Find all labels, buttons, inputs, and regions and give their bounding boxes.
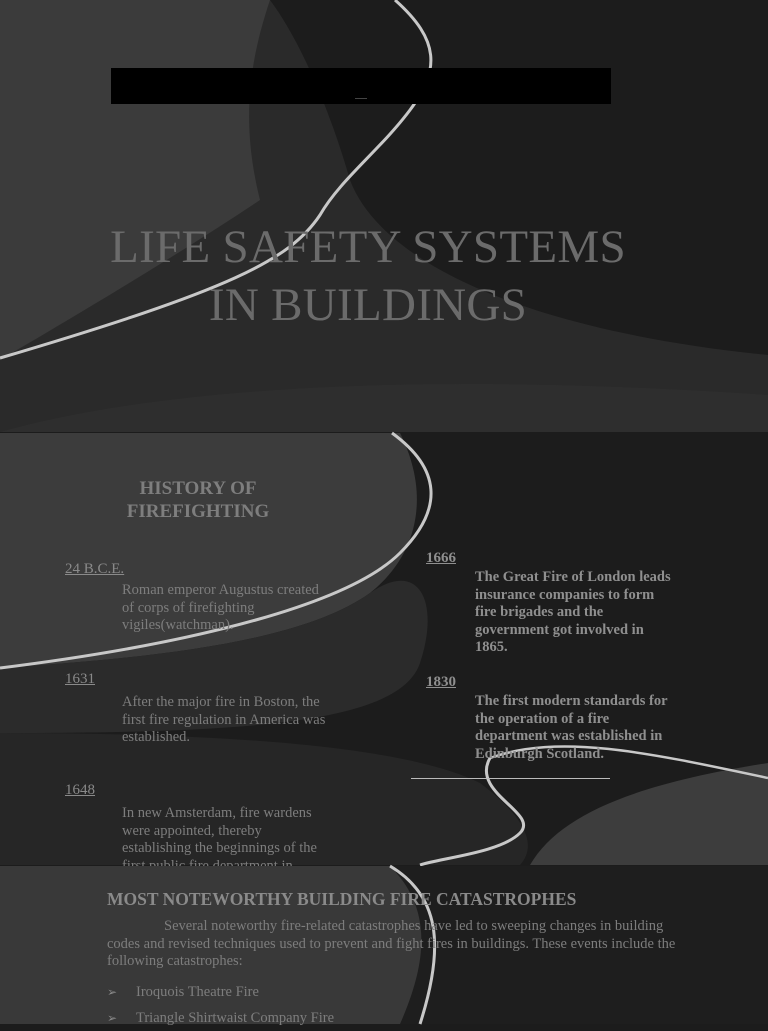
arrow-bullet-icon: ➢	[107, 984, 118, 999]
entry-24bce	[65, 561, 330, 635]
list-item-label: Iroquois Theatre Fire	[136, 983, 259, 1000]
divider-line	[411, 778, 610, 779]
catastrophes-intro	[107, 918, 677, 971]
catastrophes-heading: MOST NOTEWORTHY BUILDING FIRE CATASTROPHES	[107, 889, 577, 909]
entry-text: Roman emperor Augustus created of corps of firefighting vigiles(watchman).	[122, 582, 319, 633]
title-slide	[0, 0, 768, 432]
entry-year: 1830	[426, 674, 456, 690]
entry-text: The Great Fire of London leads insurance companies to form fire brigades and the government got involved in 1865.	[475, 569, 671, 655]
list-item-label: Triangle Shirtwaist Company Fire	[136, 1009, 335, 1026]
slide-background	[0, 0, 768, 432]
entry-year: 1648	[65, 782, 95, 798]
entry-text: The first modern standards for the operation of a fire department was established in Edinburgh Scotland.	[475, 693, 668, 762]
arrow-bullet-icon: ➢	[107, 1010, 118, 1025]
catastrophes-slide	[0, 866, 768, 1024]
entry-year: 24 B.C.E.	[65, 561, 125, 577]
entry-year: 1631	[65, 671, 95, 687]
title-line-2: IN BUILDINGS	[208, 279, 528, 331]
entry-text: After the major fire in Boston, the first fire regulation in America was established.	[122, 694, 326, 745]
catastrophes-list	[107, 979, 334, 1031]
intro-text: Several noteworthy fire-related catastrophes have led to sweeping changes in building codes and revised techniques used to prevent and fight fires in buildings. These events include the following catastrophes:	[107, 918, 676, 969]
history-slide	[0, 433, 768, 865]
entry-text: In new Amsterdam, fire wardens were appointed, thereby establishing the beginnings of the	[122, 805, 317, 856]
history-heading	[98, 477, 298, 523]
history-heading-line-1: HISTORY OF	[139, 478, 257, 499]
list-item	[107, 1005, 334, 1031]
black-banner	[111, 68, 611, 104]
title-line-1: LIFE SAFETY SYSTEMS	[110, 221, 626, 273]
slide-title	[0, 218, 736, 334]
entry-1830	[426, 674, 676, 763]
entry-1631	[65, 671, 330, 747]
history-heading-line-2: FIREFIGHTING	[126, 501, 270, 522]
entry-1666	[426, 550, 676, 657]
list-item	[107, 979, 334, 1005]
entry-year: 1666	[426, 550, 456, 566]
